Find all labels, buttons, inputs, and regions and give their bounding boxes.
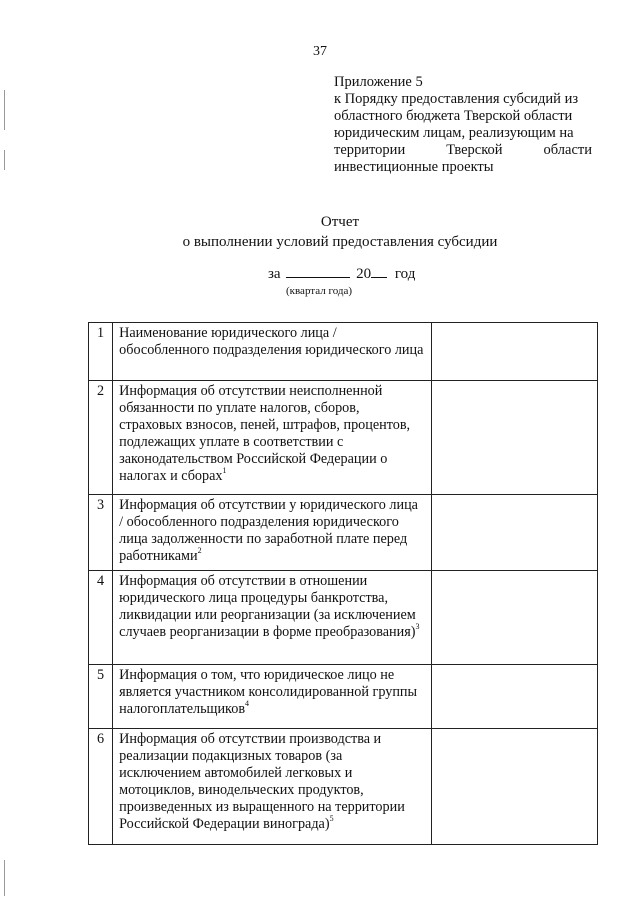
scan-margin-mark: [4, 150, 5, 170]
footnote-marker: 4: [245, 699, 250, 708]
footnote-marker: 3: [415, 622, 420, 631]
row-number: 6: [89, 729, 113, 845]
row-value-field[interactable]: [432, 495, 598, 571]
row-value-field[interactable]: [432, 571, 598, 665]
appendix-line: областного бюджета Тверской области: [334, 108, 573, 124]
report-table: [88, 322, 598, 845]
row-description-text: Информация об отсутствии неисполненной обязанности по уплате налогов, сборов, страховых взносов, пеней, штрафов, процентов, подлежащих уплате в соответствии с законодательством Российской Федерации о налогах и сборах: [119, 383, 411, 484]
year-blank-line: [371, 265, 387, 278]
appendix-line-justified: [334, 142, 592, 159]
appendix-line: инвестиционные проекты: [334, 159, 494, 175]
period-year-prefix: 20: [356, 266, 372, 282]
row-value-field[interactable]: [432, 323, 598, 381]
row-description: [113, 381, 432, 495]
row-description-text: Наименование юридического лица / обособленного подразделения юридического лица: [119, 325, 424, 358]
table-row: [89, 381, 598, 495]
row-description-text: Информация об отсутствии в отношении юридического лица процедуры банкротства, ликвидации или реорганизации (за исключением случаев реорганизации в форме преобразования): [119, 573, 416, 640]
row-value-field[interactable]: [432, 665, 598, 729]
table-row: [89, 323, 598, 381]
footnote-marker: 1: [222, 466, 227, 475]
row-number: 3: [89, 495, 113, 571]
period-prefix: за: [268, 266, 281, 282]
page-number: 37: [313, 44, 327, 59]
appendix-line: к Порядку предоставления субсидий из: [334, 91, 579, 107]
row-description: [113, 729, 432, 845]
row-number: 1: [89, 323, 113, 381]
row-description: [113, 495, 432, 571]
row-number: 4: [89, 571, 113, 665]
title-line-1: Отчет: [320, 214, 360, 230]
table-row: [89, 729, 598, 845]
scan-margin-mark: [4, 90, 5, 130]
row-description: [113, 571, 432, 665]
appendix-word: Тверской: [446, 142, 503, 158]
row-value-field[interactable]: [432, 729, 598, 845]
appendix-word: области: [543, 142, 592, 158]
row-description-text: Информация об отсутствии у юридического лица / обособленного подразделения юридического лица задолженности по заработной плате перед работниками: [119, 497, 418, 564]
period-suffix: год: [394, 266, 416, 282]
period-note: (квартал года): [286, 285, 353, 297]
document-title: [0, 212, 640, 252]
appendix-line: Приложение 5: [334, 74, 423, 90]
row-number: 5: [89, 665, 113, 729]
scan-margin-mark: [4, 860, 5, 896]
table-row: [89, 571, 598, 665]
row-number: 2: [89, 381, 113, 495]
footnote-marker: 5: [329, 814, 334, 823]
appendix-line: юридическим лицам, реализующим на: [334, 125, 574, 141]
table-row: [89, 665, 598, 729]
footnote-marker: 2: [197, 546, 202, 555]
row-description-text: Информация об отсутствии производства и реализации подакцизных товаров (за исключением автомобилей легковых и мотоциклов, винодельческих продуктов, произведенных из выращенного на территории Российской Федерации винограда): [119, 731, 405, 832]
report-period: [268, 265, 415, 283]
row-value-field[interactable]: [432, 381, 598, 495]
row-description: [113, 665, 432, 729]
table-row: [89, 495, 598, 571]
title-line-2: о выполнении условий предоставления субсидии: [182, 234, 498, 250]
appendix-word: территории: [334, 142, 406, 158]
appendix-header: [334, 74, 592, 176]
quarter-blank-line: [286, 265, 350, 278]
row-description: [113, 323, 432, 381]
row-description-text: Информация о том, что юридическое лицо не является участником консолидированной группы налогоплательщиков: [119, 667, 418, 717]
